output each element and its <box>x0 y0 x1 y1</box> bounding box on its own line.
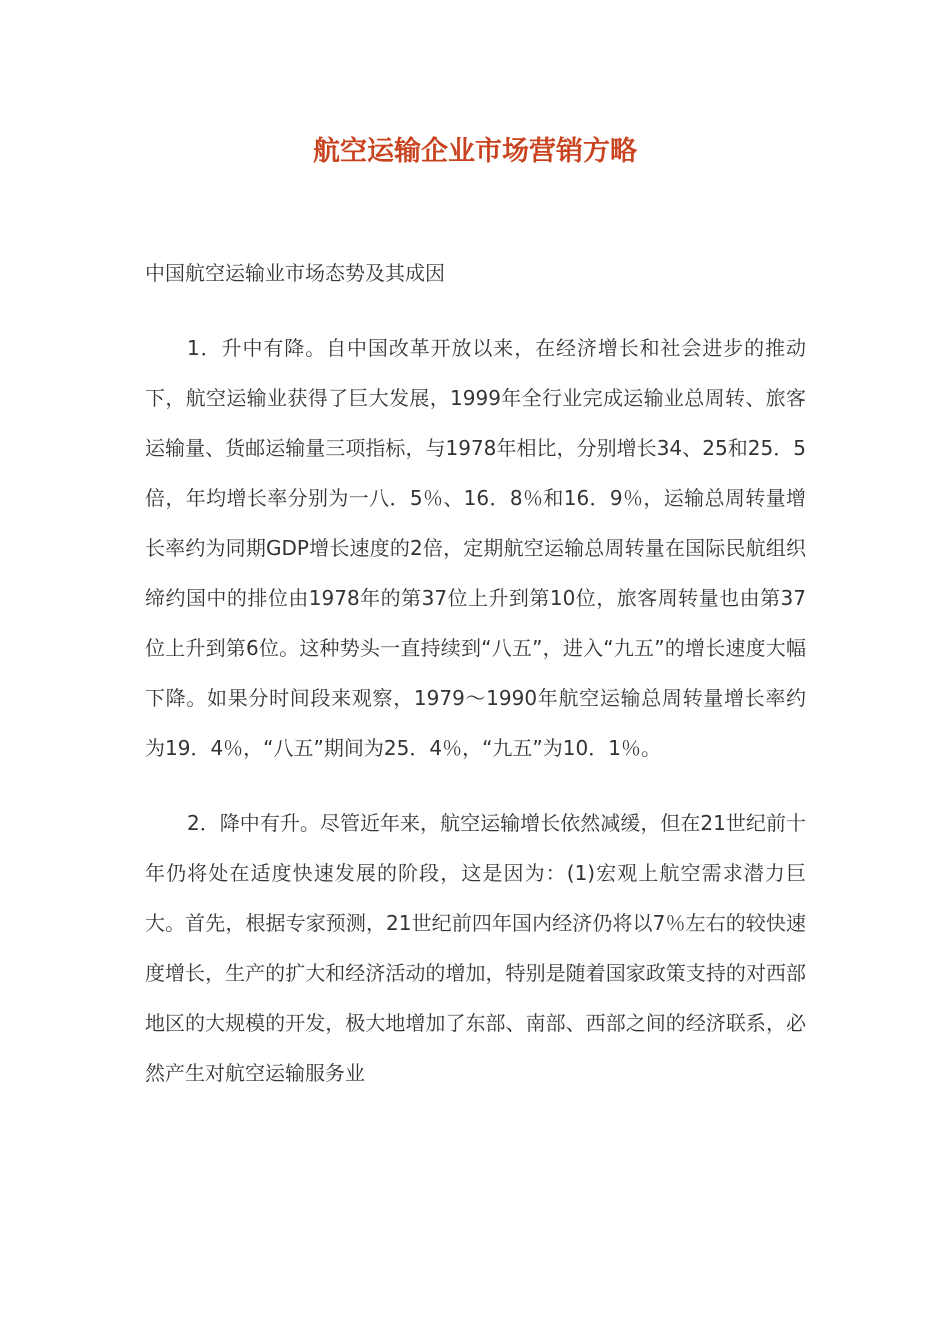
paragraph-1: 1．升中有降。自中国改革开放以来，在经济增长和社会进步的推动下，航空运输业获得了巨大发展，1999年全行业完成运输业总周转、旅客运输量、货邮运输量三项指标，与1978年相比，分别增长34、25和25．5倍，年均增长率分别为一八．5％、16．8％和16．9％，运输总周转量增长率约为同期GDP增长速度的2倍，定期航空运输总周转量在国际民航组织缔约国中的排位由1978年的第37位上升到第10位，旅客周转量也由第37位上升到第6位。这种势头一直持续到“八五”，进入“九五”的增长速度大幅下降。如果分时间段来观察，1979～1990年航空运输总周转量增长率约为19．4％，“八五”期间为25．4％，“九五”为10．1％。 <box>145 336 806 760</box>
document-title: 航空运输企业市场营销方略 <box>313 136 637 167</box>
paragraph-2: 2．降中有升。尽管近年来，航空运输增长依然减缓，但在21世纪前十年仍将处在适度快速发展的阶段，这是因为：(1)宏观上航空需求潜力巨大。首先，根据专家预测，21世纪前四年国内经济仍将以7％左右的较快速度增长，生产的扩大和经济活动的增加，特别是随着国家政策支持的对西部地区的大规模的开发，极大地增加了东部、南部、西部之间的经济联系，必然产生对航空运输服务业 <box>145 811 806 1085</box>
section-heading: 中国航空运输业市场态势及其成因 <box>145 261 445 285</box>
document-body <box>145 248 806 1123</box>
